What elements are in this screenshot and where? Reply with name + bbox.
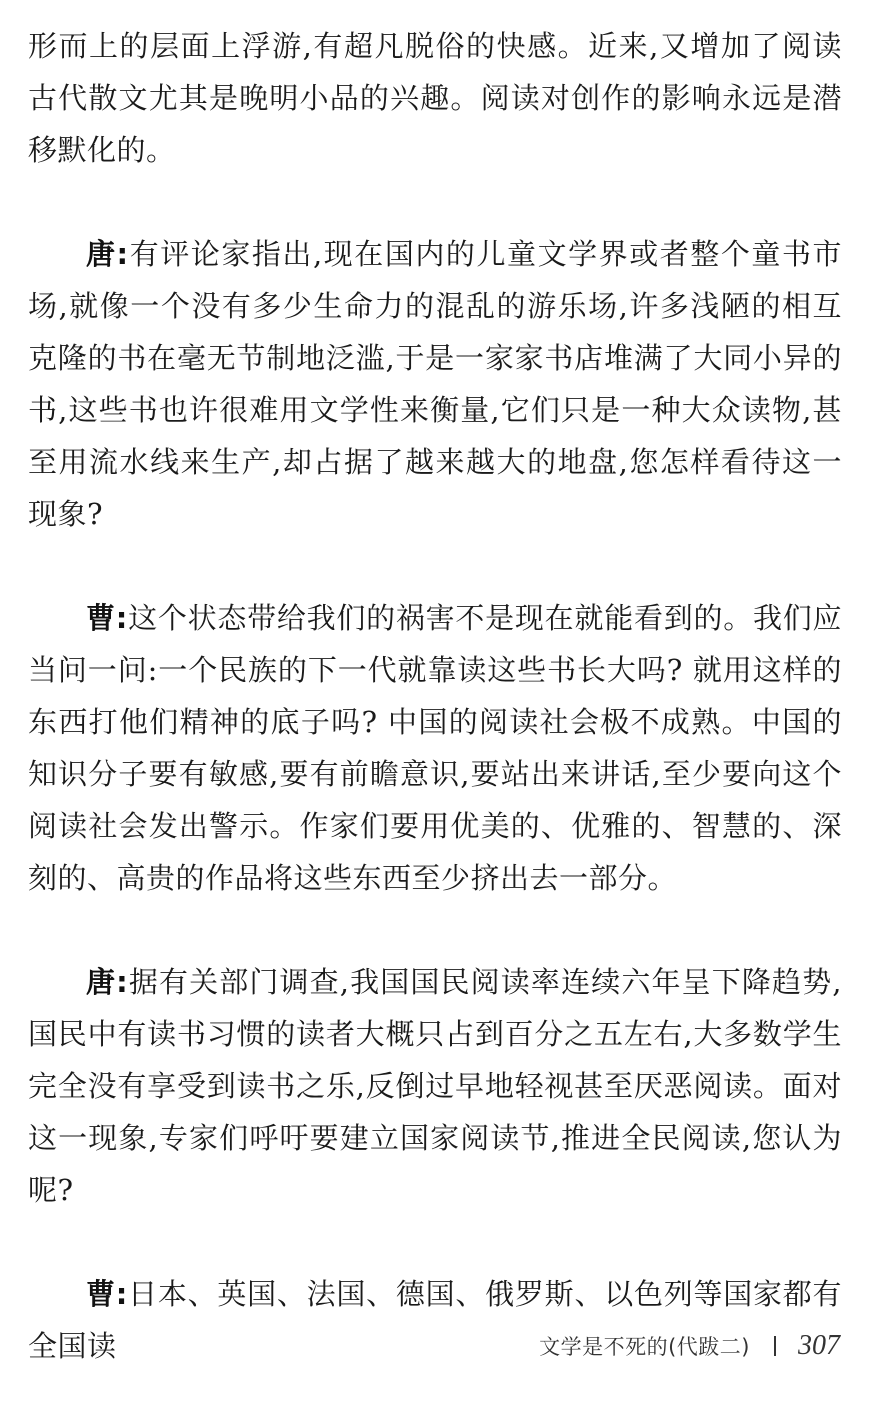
speaker-label: 曹:	[86, 601, 128, 635]
paragraph-continuation	[28, 20, 842, 176]
paragraph-text: 据有关部门调查,我国国民阅读率连续六年呈下降趋势,国民中有读书习惯的读者大概只占到百分之五左右,大多数学生完全没有享受到读书之乐,反倒过早地轻视甚至厌恶阅读。面对这一现象,专家们呼吁要建立国家阅读节,推进全民阅读,您认为呢?	[28, 965, 842, 1207]
paragraph-text: 日本、英国、法国、德国、俄罗斯、以色列等国家都有全国读	[28, 1277, 842, 1363]
paragraph-text: 这个状态带给我们的祸害不是现在就能看到的。我们应当问一问:一个民族的下一代就靠读这些书长大吗? 就用这样的东西打他们精神的底子吗? 中国的阅读社会极不成熟。中国的知识分子要有敏感,要有前瞻意识,要站出来讲话,至少要向这个阅读社会发出警示。作家们要用优美的、优雅的、智慧的、深刻的、高贵的作品将这些东西至少挤出去一部分。	[28, 601, 842, 895]
speaker-label: 唐:	[86, 965, 129, 999]
speaker-label: 唐:	[86, 237, 129, 271]
paragraph-text: 有评论家指出,现在国内的儿童文学界或者整个童书市场,就像一个没有多少生命力的混乱的游乐场,许多浅陋的相互克隆的书在毫无节制地泛滥,于是一家家书店堆满了大同小异的书,这些书也许很难用文学性来衡量,它们只是一种大众读物,甚至用流水线来生产,却占据了越来越大的地盘,您怎样看待这一现象?	[28, 237, 842, 531]
paragraph-tang-question-1	[28, 228, 842, 540]
running-title: 文学是不死的(代跋二)	[539, 1335, 750, 1359]
page-footer	[539, 1330, 840, 1362]
paragraph-cao-answer-1	[28, 592, 842, 904]
paragraph-text: 形而上的层面上浮游,有超凡脱俗的快感。近来,又增加了阅读古代散文尤其是晚明小品的兴趣。阅读对创作的影响永远是潜移默化的。	[28, 29, 842, 167]
footer-divider	[774, 1336, 776, 1356]
speaker-label: 曹:	[86, 1277, 128, 1311]
paragraph-tang-question-2	[28, 956, 842, 1216]
book-page	[28, 20, 842, 1424]
page-number: 307	[798, 1330, 840, 1361]
